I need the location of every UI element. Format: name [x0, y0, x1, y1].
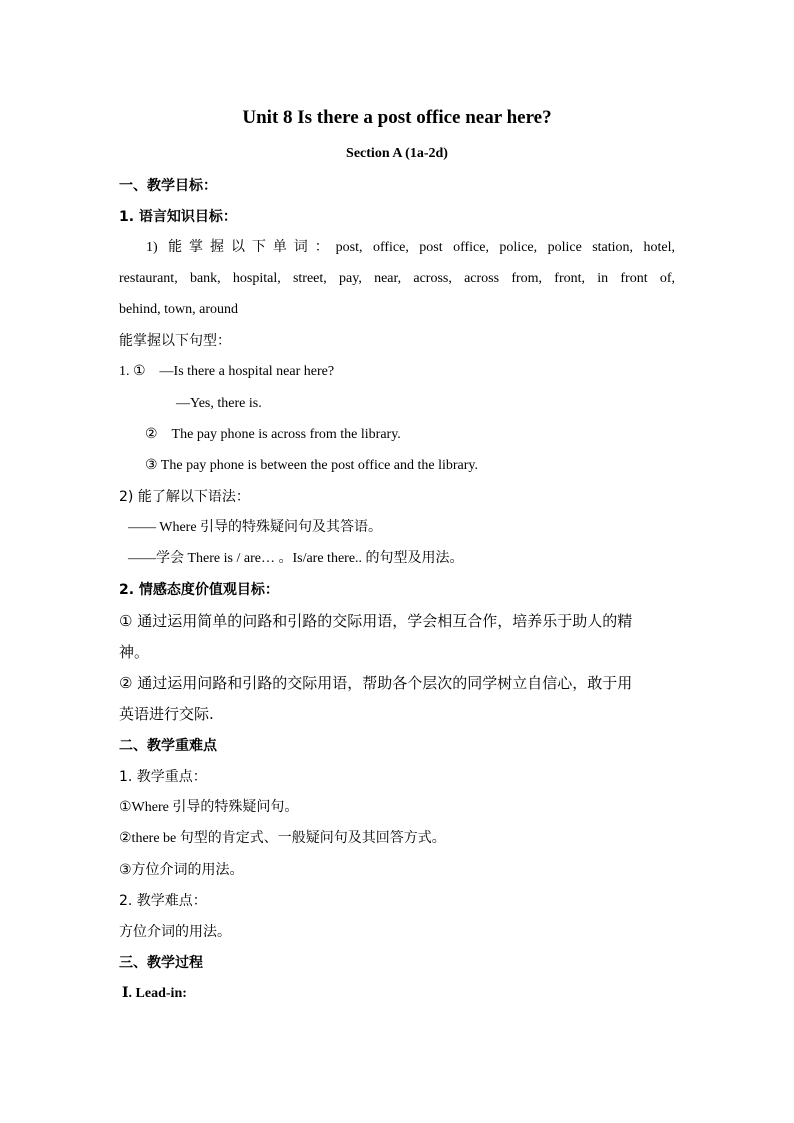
page-title: Unit 8 Is there a post office near here? [242, 107, 552, 128]
section1-heading: 一、教学目标： [119, 178, 217, 194]
sentence-2: ② The pay phone is across from the library. [145, 427, 401, 442]
vocab-line-1: 1) 能掌握以下单词：post, office, post office, police, police station, hotel, [146, 240, 675, 255]
vocab-line-2: restaurant, bank, hospital, street, pay, near, across, across from, front, in front of, [119, 271, 675, 286]
difficult-point-1: 方位介词的用法。 [119, 924, 231, 940]
grammar-item-2: ——学会 There is / are… 。Is/are there.. 的句型及用法。 [128, 551, 464, 566]
emotion-2-line-1: ② 通过运用问路和引路的交际用语，帮助各个层次的同学树立自信心，敢于用 [119, 674, 633, 692]
section-subtitle: Section A (1a-2d) [346, 146, 448, 161]
section2-heading: 二、教学重难点 [119, 738, 217, 754]
grammar-heading: 2) 能了解以下语法： [119, 489, 250, 505]
emotion-1-line-1: ① 通过运用简单的问路和引路的交际用语，学会相互合作，培养乐于助人的精 [119, 612, 633, 630]
leadin-heading: Ⅰ. Lead-in: [122, 986, 187, 1001]
key-point-3: ③方位介词的用法。 [119, 862, 244, 878]
vocab-line-3: behind, town, around [119, 302, 238, 317]
emotion-2-line-2: 英语进行交际. [119, 705, 214, 723]
key-point-2: ②there be 句型的肯定式、一般疑问句及其回答方式。 [119, 831, 446, 846]
emotion-1-line-2: 神。 [119, 643, 150, 661]
knowledge-heading: 1. 语言知识目标： [119, 209, 237, 225]
section3-heading: 三、教学过程 [119, 955, 203, 971]
difficult-points-heading: 2. 教学难点： [119, 893, 207, 909]
emotion-heading: 2. 情感态度价值观目标： [119, 582, 279, 598]
grammar-item-1: —— Where 引导的特殊疑问句及其答语。 [128, 520, 383, 535]
sentence-heading: 能掌握以下句型： [119, 333, 231, 349]
sentence-1-question: 1. ① —Is there a hospital near here? [119, 364, 335, 379]
key-points-heading: 1. 教学重点： [119, 769, 207, 785]
sentence-1-answer: —Yes, there is. [176, 396, 262, 411]
sentence-3: ③ The pay phone is between the post office and the library. [145, 458, 479, 473]
key-point-1: ①Where 引导的特殊疑问句。 [119, 800, 299, 815]
